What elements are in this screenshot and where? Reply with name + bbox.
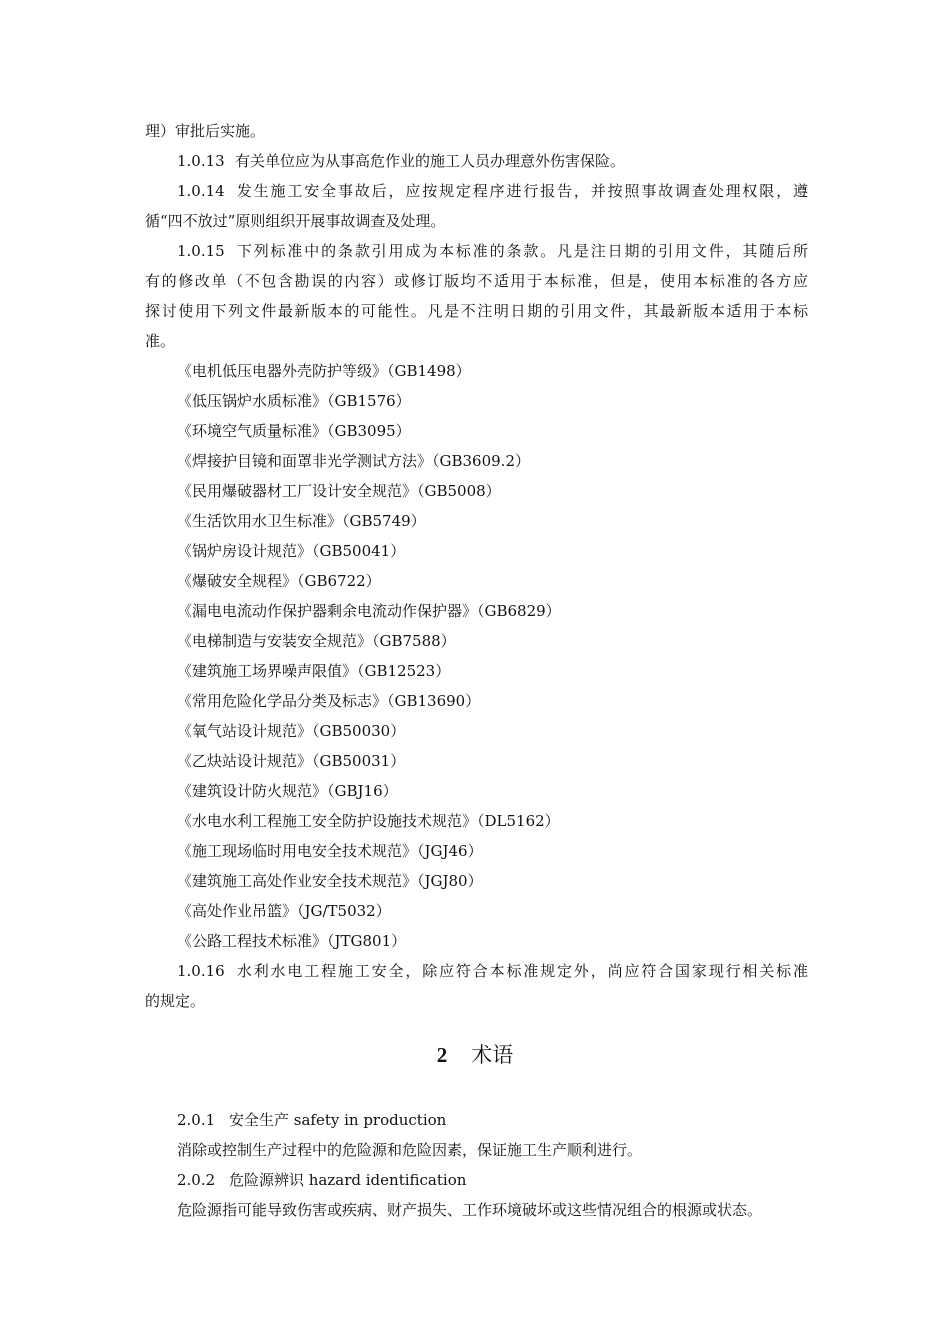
standard-item: 《乙炔站设计规范》（GB50031） [177,752,406,770]
section-number: 2 [436,1043,448,1067]
standard-item: 《环境空气质量标准》（GB3095） [177,422,411,440]
standard-item: 《氧气站设计规范》（GB50030） [177,722,406,740]
standard-item: 《焊接护目镜和面罩非光学测试方法》（GB3609.2） [177,452,530,470]
clause-text: 水利水电工程施工安全，除应符合本标准规定外，尚应符合国家现行相关标准 [235,962,808,980]
clause-text: 下列标准中的条款引用成为本标准的条款。凡是注日期的引用文件，其随后所 [235,242,808,260]
clause-1-0-15-line2: 有的修改单（不包含勘误的内容）或修订版均不适用于本标准，但是，使用本标准的各方应 [145,272,808,290]
term-title: 危险源辨识 hazard identification [229,1171,467,1189]
standard-item: 《爆破安全规程》（GB6722） [177,572,381,590]
term-title: 安全生产 safety in production [229,1111,447,1129]
clause-1-0-14-line2: 循“四不放过”原则组织开展事故调查及处理。 [145,212,446,230]
section-title: 术语 [471,1043,514,1067]
clause-1-0-13 [177,151,625,171]
clause-1-0-15-line4: 准。 [145,332,176,350]
term-2-0-2 [177,1170,466,1190]
standard-item: 《民用爆破器材工厂设计安全规范》（GB5008） [177,482,501,500]
standard-item: 《公路工程技术标准》（JTG801） [177,932,407,950]
clause-number: 1.0.13 [177,152,225,170]
standard-item: 《建筑设计防火规范》（GBJ16） [177,782,398,800]
section-heading [0,1042,950,1068]
standard-item: 《锅炉房设计规范》（GB50041） [177,542,406,560]
term-number: 2.0.2 [177,1171,216,1189]
clause-number: 1.0.14 [177,182,225,200]
clause-text: 发生施工安全事故后，应按规定程序进行报告，并按照事故调查处理权限，遵 [235,182,808,200]
standard-item: 《生活饮用水卫生标准》（GB5749） [177,512,426,530]
clause-1-0-16-line2: 的规定。 [145,992,206,1010]
standard-item: 《电梯制造与安装安全规范》（GB7588） [177,632,456,650]
standard-item: 《建筑施工高处作业安全技术规范》（JGJ80） [177,872,483,890]
term-number: 2.0.1 [177,1111,216,1129]
standard-item: 《低压锅炉水质标准》（GB1576） [177,392,411,410]
standard-item: 《电机低压电器外壳防护等级》（GB1498） [177,362,471,380]
standard-item: 《施工现场临时用电安全技术规范》（JGJ46） [177,842,483,860]
clause-number: 1.0.16 [177,962,225,980]
standard-item: 《高处作业吊篮》（JG/T5032） [177,902,391,920]
term-definition: 危险源指可能导致伤害或疾病、财产损失、工作环境破坏或这些情况组合的根源或状态。 [177,1201,763,1219]
term-2-0-1 [177,1110,446,1130]
clause-number: 1.0.15 [177,242,225,260]
standard-item: 《建筑施工场界噪声限值》（GB12523） [177,662,451,680]
paragraph-continuation: 理）审批后实施。 [145,122,266,140]
standard-item: 《水电水利工程施工安全防护设施技术规范》（DL5162） [177,812,560,830]
clause-1-0-15-line3: 探讨使用下列文件最新版本的可能性。凡是不注明日期的引用文件，其最新版本适用于本标 [145,302,808,320]
clause-1-0-15 [177,241,808,261]
clause-text: 有关单位应为从事高危作业的施工人员办理意外伤害保险。 [235,152,626,170]
standard-item: 《漏电电流动作保护器剩余电流动作保护器》（GB6829） [177,602,561,620]
standard-item: 《常用危险化学品分类及标志》（GB13690） [177,692,481,710]
clause-1-0-16 [177,961,808,981]
term-definition: 消除或控制生产过程中的危险源和危险因素，保证施工生产顺利进行。 [177,1141,643,1159]
clause-1-0-14 [177,181,808,201]
